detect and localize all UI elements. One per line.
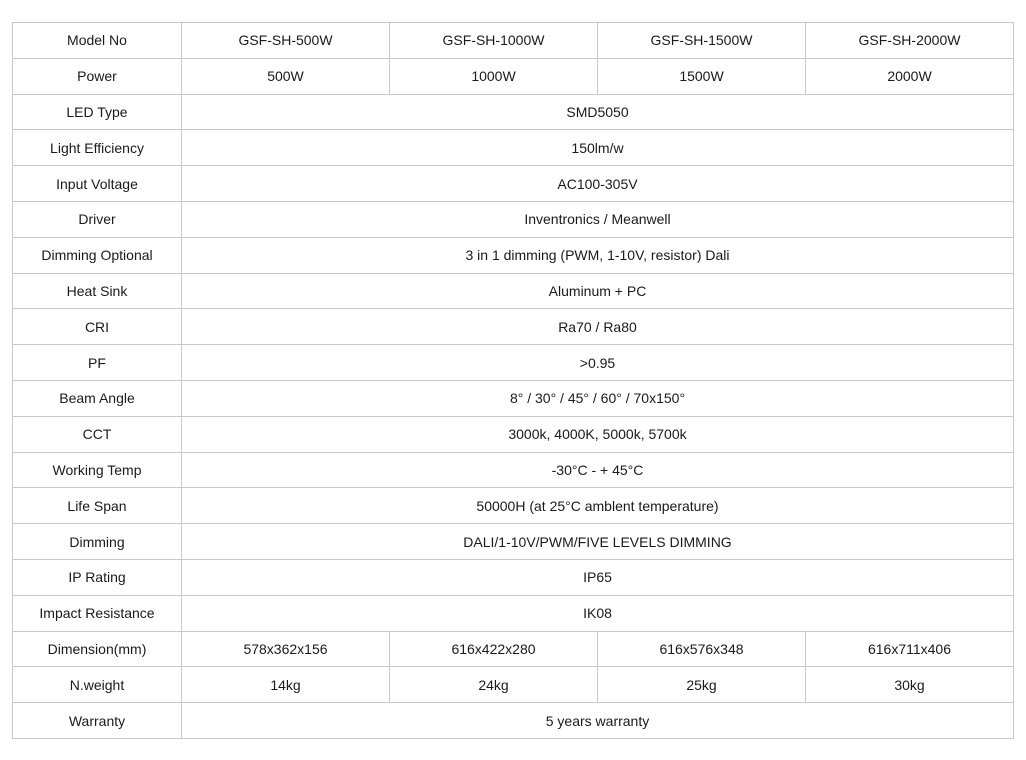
row-label: Model No: [13, 23, 182, 59]
row-label: Warranty: [13, 703, 182, 739]
row-label: Light Efficiency: [13, 130, 182, 166]
row-label: Driver: [13, 201, 182, 237]
row-value: 2000W: [806, 58, 1014, 94]
row-value: Ra70 / Ra80: [182, 309, 1014, 345]
row-value: 14kg: [182, 667, 390, 703]
table-row-dimming-optional: [13, 237, 1014, 273]
row-value: 500W: [182, 58, 390, 94]
table-row-model-no: [13, 23, 1014, 59]
row-label: Dimension(mm): [13, 631, 182, 667]
row-label: Power: [13, 58, 182, 94]
table-row-heat-sink: [13, 273, 1014, 309]
table-row-cri: [13, 309, 1014, 345]
row-value: 30kg: [806, 667, 1014, 703]
row-value: 3000k, 4000K, 5000k, 5700k: [182, 416, 1014, 452]
row-label: CRI: [13, 309, 182, 345]
row-value: Aluminum + PC: [182, 273, 1014, 309]
table-row-ip-rating: [13, 559, 1014, 595]
row-label: Dimming Optional: [13, 237, 182, 273]
row-label: IP Rating: [13, 559, 182, 595]
row-value: 8° / 30° / 45° / 60° / 70x150°: [182, 380, 1014, 416]
row-label: PF: [13, 345, 182, 381]
row-value: 5 years warranty: [182, 703, 1014, 739]
spec-table-body: [13, 23, 1014, 739]
row-value: >0.95: [182, 345, 1014, 381]
table-row-life-span: [13, 488, 1014, 524]
row-value: 616x422x280: [390, 631, 598, 667]
row-value: 24kg: [390, 667, 598, 703]
model-name: GSF-SH-2000W: [806, 23, 1014, 59]
table-row-input-voltage: [13, 166, 1014, 202]
row-value: DALI/1-10V/PWM/FIVE LEVELS DIMMING: [182, 524, 1014, 560]
row-value: 1000W: [390, 58, 598, 94]
row-value: 578x362x156: [182, 631, 390, 667]
table-row-beam-angle: [13, 380, 1014, 416]
table-row-warranty: [13, 703, 1014, 739]
row-value: 1500W: [598, 58, 806, 94]
row-value: 3 in 1 dimming (PWM, 1-10V, resistor) Dali: [182, 237, 1014, 273]
row-label: N.weight: [13, 667, 182, 703]
spec-table: [12, 22, 1014, 739]
table-row-power: [13, 58, 1014, 94]
row-label: Life Span: [13, 488, 182, 524]
row-label: Impact Resistance: [13, 595, 182, 631]
model-name: GSF-SH-1000W: [390, 23, 598, 59]
table-row-n-weight: [13, 667, 1014, 703]
row-value: 150lm/w: [182, 130, 1014, 166]
row-value: -30°C - + 45°C: [182, 452, 1014, 488]
table-row-dimming: [13, 524, 1014, 560]
row-label: Heat Sink: [13, 273, 182, 309]
row-label: Working Temp: [13, 452, 182, 488]
row-value: 25kg: [598, 667, 806, 703]
row-value: IP65: [182, 559, 1014, 595]
model-name: GSF-SH-500W: [182, 23, 390, 59]
row-value: Inventronics / Meanwell: [182, 201, 1014, 237]
model-name: GSF-SH-1500W: [598, 23, 806, 59]
table-row-pf: [13, 345, 1014, 381]
row-value: IK08: [182, 595, 1014, 631]
row-label: Beam Angle: [13, 380, 182, 416]
row-value: SMD5050: [182, 94, 1014, 130]
table-row-working-temp: [13, 452, 1014, 488]
table-row-driver: [13, 201, 1014, 237]
table-row-led-type: [13, 94, 1014, 130]
row-value: 50000H (at 25°C amblent temperature): [182, 488, 1014, 524]
row-label: Dimming: [13, 524, 182, 560]
table-row-cct: [13, 416, 1014, 452]
table-row-dimension-mm: [13, 631, 1014, 667]
table-row-impact-resistance: [13, 595, 1014, 631]
row-value: 616x711x406: [806, 631, 1014, 667]
row-value: 616x576x348: [598, 631, 806, 667]
row-value: AC100-305V: [182, 166, 1014, 202]
row-label: CCT: [13, 416, 182, 452]
table-row-light-efficiency: [13, 130, 1014, 166]
row-label: Input Voltage: [13, 166, 182, 202]
row-label: LED Type: [13, 94, 182, 130]
